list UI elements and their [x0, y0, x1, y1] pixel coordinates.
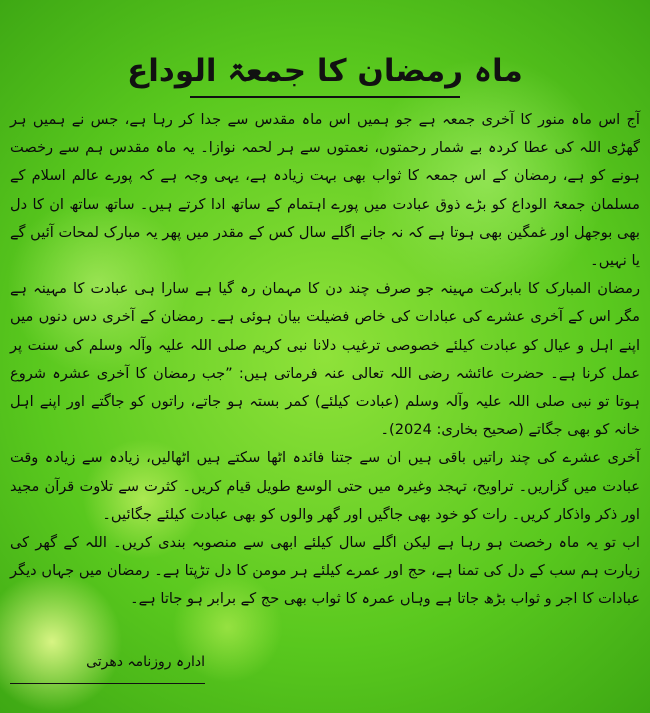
- article-title: ماہ رمضان کا جمعۃ الوداع: [127, 53, 523, 89]
- title-underline: [190, 96, 460, 98]
- source-underline: [10, 683, 205, 684]
- article-body: [10, 106, 640, 614]
- paragraph-2: رمضان المبارک کا بابرکت مہینہ جو صرف چند دن کا مہمان رہ گیا ہے سارا ہی عبادت کا مہینہ ہے مگر اس کے آخری عشرے کی عبادات کی خاص فضیلت بیان ہوئی ہے۔ رمضان کے آخری دس دنوں میں اپنے اہل و عیال کو عبادت کیلئے خصوصی ترغیب دلانا نبی کریم صلی اللہ علیہ وآلہ وسلم کی سنت پر عمل کرنا ہے۔ حضرت عائشہ رضی اللہ تعالی عنہ فرماتی ہیں: ”جب رمضان کا آخری عشرہ شروع ہوتا تو نبی صلی اللہ علیہ وآلہ وسلم (عبادت کیلئے) کمر بستہ ہو جاتے، راتوں کو جاگتے اور اپنے اہل خانہ کو بھی جگاتے (صحیح بخاری: 2024)۔: [10, 280, 640, 439]
- source-credit: ادارہ روزنامہ دھرتی: [86, 654, 205, 670]
- paragraph-3: آخری عشرے کی چند راتیں باقی ہیں ان سے جتنا فائدہ اٹھا سکتے ہیں اٹھالیں، زیادہ سے زیادہ وقت عبادت میں گزاریں۔ تراویح، تہجد وغیرہ میں حتی الوسع طویل قیام کریں۔ کثرت سے تلاوت قرآن مجید اور ذکر واذکار کریں۔ رات کو خود بھی جاگیں اور گھر والوں کو بھی عبادت کیلئے جگائیں۔: [10, 449, 640, 523]
- paragraph-4: اب تو یہ ماہ رخصت ہو رہا ہے لیکن اگلے سال کیلئے ابھی سے منصوبہ بندی کریں۔ اللہ کے گھر کی زیارت ہم سب کے دل کی تمنا ہے، حج اور عمرے کیلئے ہر مومن کا دل تڑپتا ہے۔ رمضان میں جہاں دیگر عبادات کا اجر و ثواب بڑھ جاتا ہے وہاں عمرہ کا ثواب بھی حج کے برابر ہو جاتا ہے۔: [10, 534, 640, 608]
- paragraph-1: آج اس ماہ منور کا آخری جمعہ ہے جو ہمیں اس ماہ مقدس سے جدا کر رہا ہے، جس نے ہمیں ہر گھڑی اللہ کی عطا کردہ بے شمار رحمتوں، نعمتوں سے ہر لحمہ نوازا۔ یہ ماہ مقدس ہم سے رخصت ہونے کو ہے، رمضان کے اس جمعہ کا ثواب بھی بہت زیادہ ہے، یہی وجہ ہے کہ پورے عالم اسلام کے مسلمان جمعۃ الوداع کو بڑے ذوق عبادت میں پورے اہتمام کے ساتھ ادا کرتے ہیں۔ ساتھ ساتھ ان کا دل بھی بوجھل اور غمگین بھی ہوتا ہے کہ نہ جانے اگلے سال کس کے مقدر میں پھر یہ مبارک لمحات آئیں گے یا نہیں۔: [10, 111, 640, 270]
